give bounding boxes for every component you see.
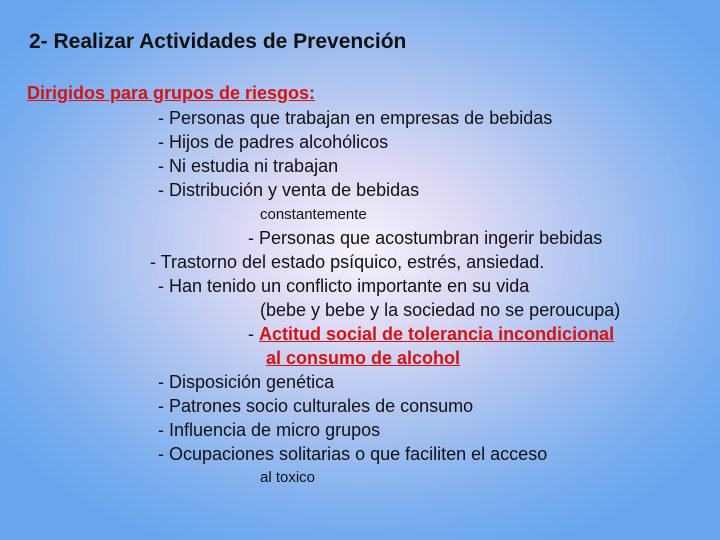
list-item: - Disposición genética bbox=[158, 372, 335, 392]
list-item: - Han tenido un conflicto importante en su vida bbox=[158, 276, 530, 296]
list-item-highlight bbox=[248, 324, 614, 345]
list-item-continuation: al toxico bbox=[260, 469, 316, 486]
highlight-text-continuation: al consumo de alcohol bbox=[266, 348, 461, 368]
list-item: - Trastorno del estado psíquico, estrés, ansiedad. bbox=[150, 252, 545, 272]
slide-title: 2- Realizar Actividades de Prevención bbox=[29, 30, 407, 53]
list-item: - Patrones socio culturales de consumo bbox=[158, 396, 474, 416]
list-item: - Personas que acostumbran ingerir bebidas bbox=[248, 228, 603, 248]
list-item-continuation: constantemente bbox=[260, 206, 367, 223]
highlight-text: Actitud social de tolerancia incondicional bbox=[259, 324, 615, 344]
list-item-dash: - bbox=[248, 324, 259, 344]
slide-subtitle: Dirigidos para grupos de riesgos: bbox=[27, 83, 316, 103]
list-item-continuation: (bebe y bebe y la sociedad no se peroucupa) bbox=[260, 300, 621, 320]
list-item: - Influencia de micro grupos bbox=[158, 420, 381, 440]
list-item: - Personas que trabajan en empresas de bebidas bbox=[158, 108, 553, 128]
list-item: - Ocupaciones solitarias o que faciliten el acceso bbox=[158, 444, 548, 464]
list-item: - Ni estudia ni trabajan bbox=[158, 156, 339, 176]
list-item: - Hijos de padres alcohólicos bbox=[158, 132, 389, 152]
list-item: - Distribución y venta de bebidas bbox=[158, 180, 420, 200]
